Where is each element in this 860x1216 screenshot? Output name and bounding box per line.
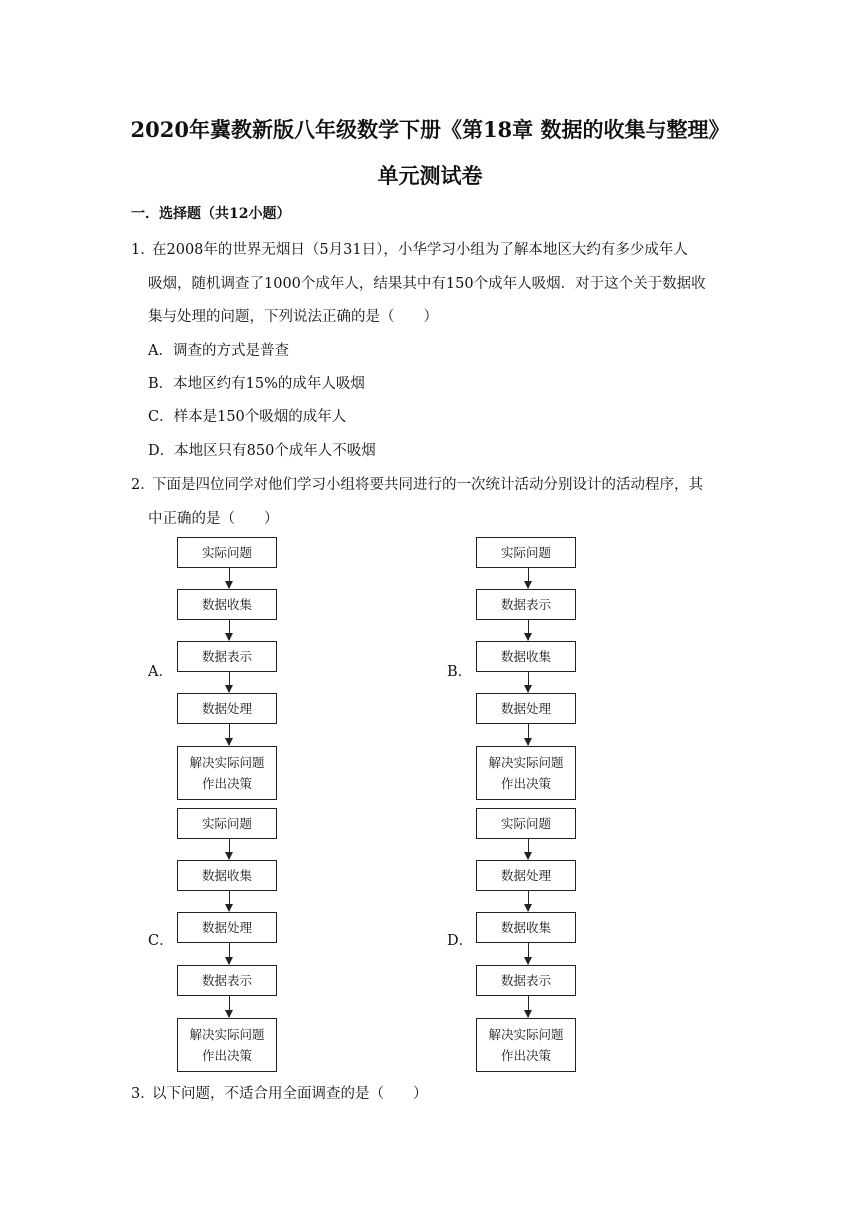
q2-text-line-1: 下面是四位同学对他们学习小组将要共同进行的一次统计活动分别设计的活动程序，其 (152, 477, 703, 493)
flow-a-final-line-1: 解决实际问题 (189, 755, 265, 770)
flow-b-final-line-2: 作出决策 (500, 776, 551, 791)
flow-c-step-final (177, 1018, 277, 1072)
q1-option-c[interactable]: C．样本是150个吸烟的成年人 (148, 409, 347, 425)
q3-number: 3． (131, 1086, 155, 1102)
flow-b-arrow-4 (528, 724, 529, 745)
flow-a-arrow-1 (229, 568, 230, 588)
flow-a-step-3: 数据表示 (177, 641, 277, 672)
flow-b-step-4: 数据处理 (476, 693, 576, 724)
flow-d-arrow-2 (528, 891, 529, 911)
flow-d-step-4: 数据表示 (476, 965, 576, 996)
flow-b-label[interactable]: B． (447, 664, 473, 680)
flow-a-step-2: 数据收集 (177, 589, 277, 620)
q2-text-line-2: 中正确的是（ ） (148, 511, 279, 527)
flow-b-arrow-1 (528, 568, 529, 588)
flow-c-arrow-4 (229, 996, 230, 1017)
flow-b-arrow-2 (528, 620, 529, 640)
q1-text-line-3: 集与处理的问题，下列说法正确的是（ ） (148, 309, 438, 325)
flow-c-final-line-2: 作出决策 (201, 1048, 252, 1063)
flow-a-arrow-4 (229, 724, 230, 745)
flow-b-step-2: 数据表示 (476, 589, 576, 620)
flow-d-arrow-3 (528, 943, 529, 964)
flow-c-final-line-1: 解决实际问题 (189, 1027, 265, 1042)
q1-option-d[interactable]: D．本地区只有850个成年人不吸烟 (148, 443, 376, 459)
flow-d-arrow-4 (528, 996, 529, 1017)
flow-c-step-1: 实际问题 (177, 808, 277, 839)
flow-a-step-final (177, 746, 277, 800)
flow-d-arrow-1 (528, 839, 529, 859)
flow-c-step-3: 数据处理 (177, 912, 277, 943)
flow-c-label[interactable]: C． (148, 933, 174, 949)
page-subtitle: 单元测试卷 (377, 163, 483, 188)
q1-number: 1． (131, 242, 155, 258)
flow-a-final-line-2: 作出决策 (201, 776, 252, 791)
flow-a-arrow-2 (229, 620, 230, 640)
flow-b-final-line-1: 解决实际问题 (488, 755, 564, 770)
flow-c-step-2: 数据收集 (177, 860, 277, 891)
q3-text: 以下问题，不适合用全面调查的是（ ） (152, 1086, 428, 1102)
flow-d-step-final (476, 1018, 576, 1072)
flow-b-step-final (476, 746, 576, 800)
page-title: 2020年冀教新版八年级数学下册《第18章 数据的收集与整理》 (130, 117, 730, 142)
q1-option-a[interactable]: A．调查的方式是普查 (148, 343, 289, 359)
flow-c-step-4: 数据表示 (177, 965, 277, 996)
q1-text-line-2: 吸烟，随机调查了1000个成年人，结果其中有150个成年人吸烟．对于这个关于数据收 (148, 276, 706, 292)
flow-a-label[interactable]: A． (148, 664, 173, 680)
flow-c-arrow-2 (229, 891, 230, 911)
flow-d-step-2: 数据处理 (476, 860, 576, 891)
flow-d-step-1: 实际问题 (476, 808, 576, 839)
flow-c-arrow-3 (229, 943, 230, 964)
flow-b-step-1: 实际问题 (476, 537, 576, 568)
flow-c-arrow-1 (229, 839, 230, 859)
flow-d-step-3: 数据收集 (476, 912, 576, 943)
flow-d-final-line-1: 解决实际问题 (488, 1027, 564, 1042)
flow-b-arrow-3 (528, 672, 529, 692)
flow-a-step-4: 数据处理 (177, 693, 277, 724)
flow-d-final-line-2: 作出决策 (500, 1048, 551, 1063)
flow-b-step-3: 数据收集 (476, 641, 576, 672)
flow-d-label[interactable]: D． (447, 933, 474, 949)
flow-a-step-1: 实际问题 (177, 537, 277, 568)
flow-a-arrow-3 (229, 672, 230, 692)
section-heading: 一．选择题（共12小题） (131, 206, 291, 222)
q2-number: 2． (131, 477, 155, 493)
q1-option-b[interactable]: B．本地区约有15%的成年人吸烟 (148, 376, 365, 392)
q1-text-line-1: 在2008年的世界无烟日（5月31日），小华学习小组为了解本地区大约有多少成年人 (152, 242, 688, 258)
